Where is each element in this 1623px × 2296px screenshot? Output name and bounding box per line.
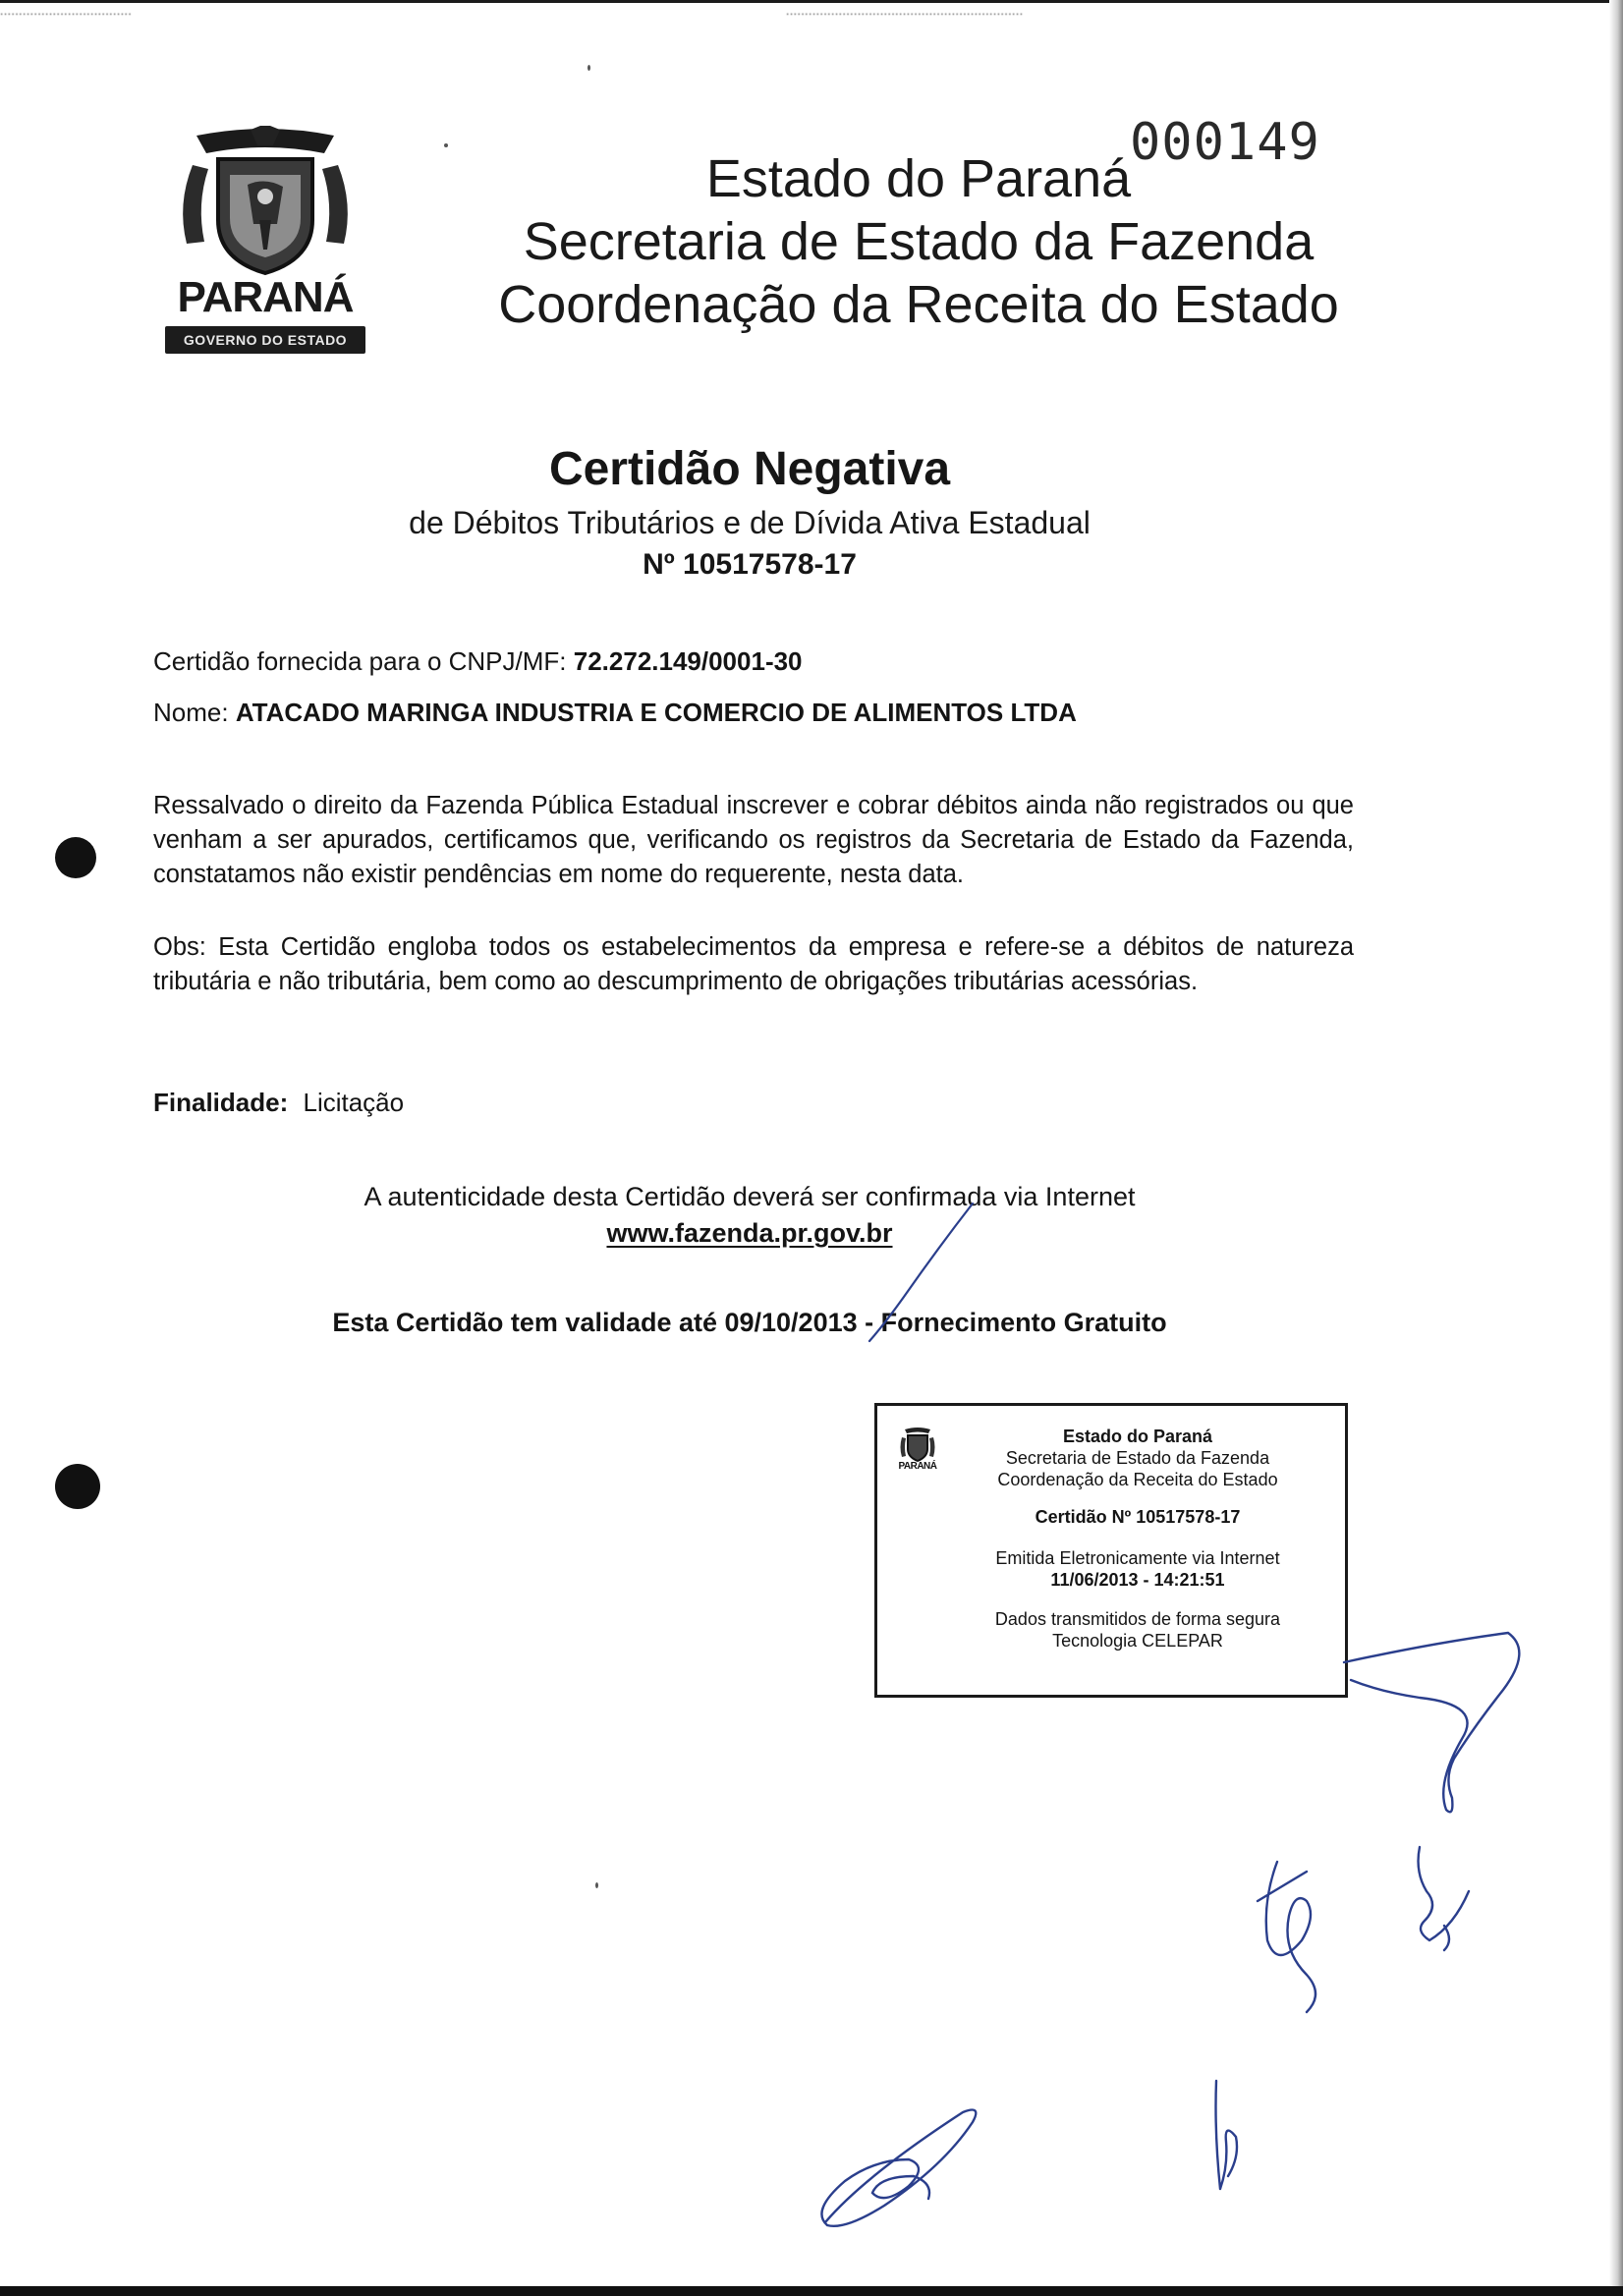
authenticity-url-wrap	[0, 1218, 1499, 1249]
certificate-title: Certidão Negativa	[548, 443, 951, 495]
stamp-text	[946, 1426, 1329, 1652]
header-state: Estado do Paraná	[705, 149, 1132, 208]
scan-speck	[595, 1882, 598, 1888]
purpose-field	[153, 1088, 404, 1118]
header-coordination: Coordenação da Receita do Estado	[498, 275, 1339, 334]
logo-subtitle: GOVERNO DO ESTADO	[165, 326, 365, 354]
stamp-coat-icon	[895, 1426, 940, 1465]
certificate-subtitle: de Débitos Tributários e de Dívida Ativa Estadual	[409, 505, 1091, 540]
coat-of-arms-icon	[157, 126, 373, 283]
stamp-secretariat: Secretaria de Estado da Fazenda	[1005, 1448, 1270, 1468]
electronic-emission-stamp	[874, 1403, 1348, 1698]
purpose-label: Finalidade:	[153, 1088, 289, 1117]
header-secretariat: Secretaria de Estado da Fazenda	[523, 212, 1315, 271]
logo-name: PARANÁ	[177, 273, 354, 321]
browser-print-header-right: ...............................................................	[786, 4, 1024, 18]
rubric-loop-signature	[1344, 1633, 1519, 1812]
circular-rubric-signature	[821, 2110, 976, 2226]
validity-notice: Esta Certidão tem validade até 09/10/2013 - Fornecimento Gratuito	[332, 1308, 1167, 1337]
company-name-field	[153, 698, 1077, 728]
parana-coat-of-arms	[157, 126, 373, 371]
stamp-emitted: Emitida Eletronicamente via Internet	[995, 1548, 1280, 1568]
stamp-state: Estado do Paraná	[1062, 1427, 1213, 1446]
stamp-certificate-number: Certidão Nº 10517578-17	[1035, 1507, 1241, 1527]
scan-top-edge	[0, 0, 1623, 22]
cnpj-label: Certidão fornecida para o CNPJ/MF:	[153, 646, 567, 676]
page-number-stamp: 000149	[1130, 113, 1320, 172]
scan-speck	[444, 143, 448, 147]
purpose-value: Licitação	[303, 1088, 405, 1117]
initials-signature-3	[1216, 2081, 1238, 2189]
punch-hole	[55, 837, 96, 878]
stamp-logo-name: PARANÁ	[898, 1461, 937, 1472]
authenticity-url-link[interactable]: www.fazenda.pr.gov.br	[606, 1218, 893, 1248]
declaration-paragraph: Ressalvado o direito da Fazenda Pública Estadual inscrever e cobrar débitos ainda não registrados ou que venham a ser apurados, certificamos que, verificando os registros da Secretaria de Estado da Fazenda, constatamos não existir pendências em nome do requerente, nesta data.	[153, 792, 1354, 888]
initials-signature-1	[1258, 1862, 1315, 2012]
browser-print-header-left: ...................................	[0, 4, 133, 18]
scan-bottom-edge	[0, 2286, 1623, 2296]
stamp-transmitted: Dados transmitidos de forma segura	[994, 1609, 1281, 1629]
stamp-coordination: Coordenação da Receita do Estado	[997, 1470, 1278, 1489]
punch-hole	[55, 1464, 100, 1509]
cnpj-value: 72.272.149/0001-30	[573, 646, 803, 676]
stamp-logo	[895, 1426, 940, 1484]
scan-speck	[588, 65, 590, 71]
stamp-datetime: 11/06/2013 - 14:21:51	[1050, 1570, 1225, 1590]
observation-paragraph: Obs: Esta Certidão engloba todos os estabelecimentos da empresa e refere-se a débitos de natureza tributária e não tributária, bem como ao descumprimento de obrigações tributárias acessórias.	[153, 933, 1354, 995]
certificate-number: Nº 10517578-17	[643, 548, 857, 581]
company-name-label: Nome:	[153, 698, 229, 727]
stamp-technology: Tecnologia CELEPAR	[1052, 1631, 1223, 1651]
company-name-value: ATACADO MARINGA INDUSTRIA E COMERCIO DE ALIMENTOS LTDA	[235, 698, 1077, 727]
scan-right-edge	[1609, 0, 1623, 2296]
cnpj-field	[153, 646, 803, 677]
initials-signature-2	[1419, 1847, 1469, 1950]
authenticity-notice: A autenticidade desta Certidão deverá ser confirmada via Internet	[364, 1182, 1136, 1211]
document-header	[422, 147, 1415, 336]
